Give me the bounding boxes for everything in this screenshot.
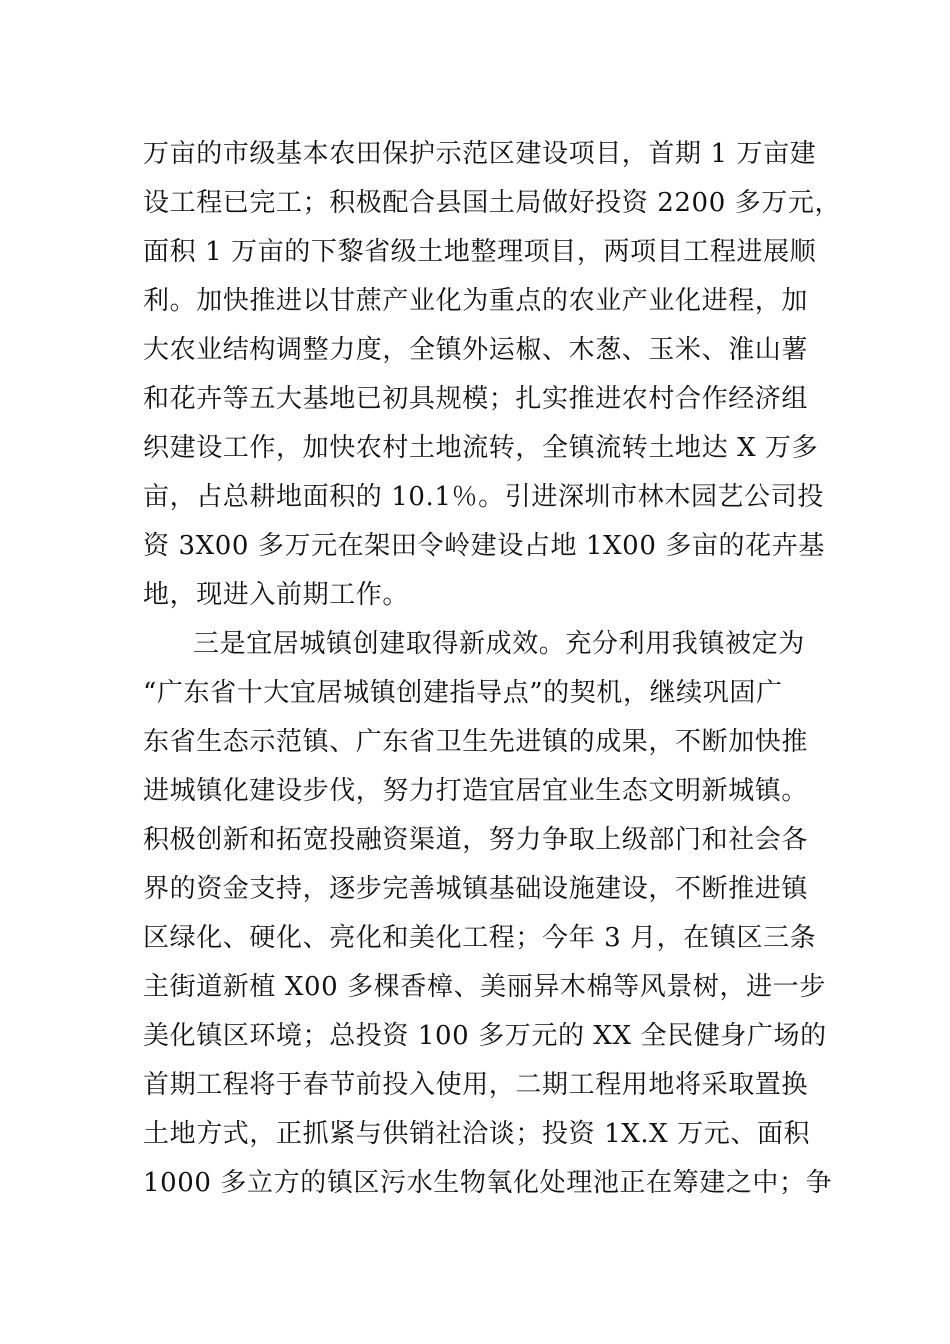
text-line: 面积 1 万亩的下黎省级土地整理项目，两项目工程进展顺	[143, 237, 817, 267]
text-line: 主街道新植 X00 多棵香樟、美丽异木棉等风景树，进一步	[143, 972, 826, 1002]
text-line: 大农业结构调整力度，全镇外运椒、木葱、玉米、淮山薯	[143, 335, 809, 365]
text-line: 界的资金支持，逐步完善城镇基础设施建设，不断推进镇	[143, 874, 809, 904]
text-line: 利。加快推进以甘蔗产业化为重点的农业产业化进程，加	[143, 286, 809, 316]
text-line: 美化镇区环境；总投资 100 多万元的 XX 全民健身广场的	[143, 1021, 827, 1051]
text-line: 东省生态示范镇、广东省卫生先进镇的成果，不断加快推	[143, 727, 809, 757]
text-line: 资 3X00 多万元在架田令岭建设占地 1X00 多亩的花卉基	[143, 531, 825, 561]
text-line: 区绿化、硬化、亮化和美化工程；今年 3 月，在镇区三条	[143, 923, 817, 953]
body-text	[143, 130, 842, 1208]
text-line: 万亩的市级基本农田保护示范区建设项目，首期 1 万亩建	[143, 139, 817, 169]
text-line: 积极创新和拓宽投融资渠道，努力争取上级部门和社会各	[143, 825, 809, 855]
text-line: 土地方式，正抓紧与供销社洽谈；投资 1X.X 万元、面积	[143, 1119, 811, 1149]
text-line: 亩，占总耕地面积的 10.1％。引进深圳市林木园艺公司投	[143, 482, 824, 512]
text-line: 和花卉等五大基地已初具规模；扎实推进农村合作经济组	[143, 384, 809, 414]
text-line: 首期工程将于春节前投入使用，二期工程用地将采取置换	[143, 1070, 809, 1100]
paragraph-start-line: 三是宜居城镇创建取得新成效。充分利用我镇被定为	[193, 629, 805, 659]
text-line: 地，现进入前期工作。	[143, 580, 410, 610]
text-line: “广东省十大宜居城镇创建指导点”的契机，继续巩固广	[143, 678, 783, 708]
text-line: 织建设工作，加快农村土地流转，全镇流转土地达 X 万多	[143, 433, 819, 463]
text-line: 1000 多立方的镇区污水生物氧化处理池正在筹建之中；争	[143, 1168, 833, 1198]
text-line: 设工程已完工；积极配合县国土局做好投资 2200 多万元，	[143, 188, 842, 218]
text-line: 进城镇化建设步伐，努力打造宜居宜业生态文明新城镇。	[143, 776, 809, 806]
